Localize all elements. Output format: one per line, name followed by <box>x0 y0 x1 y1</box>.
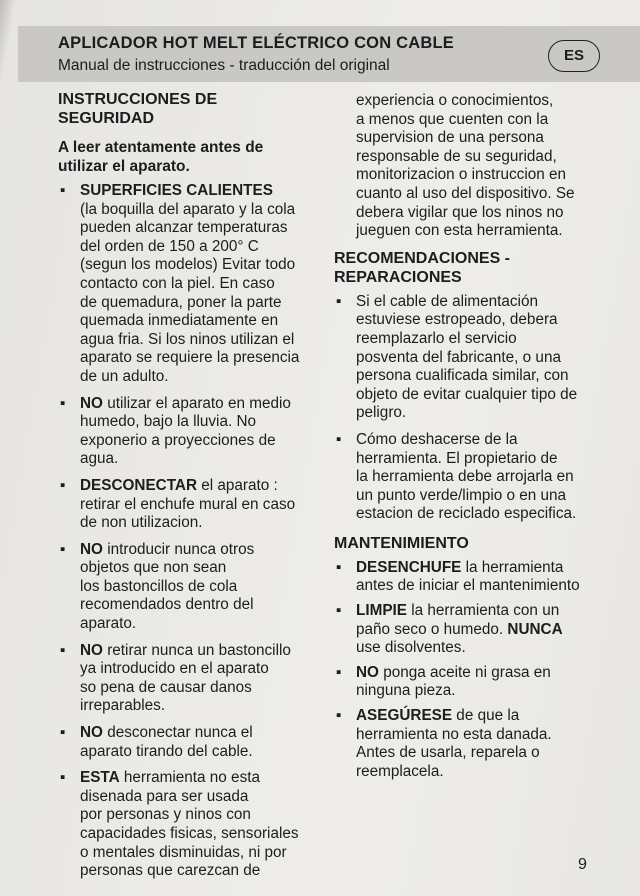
maintenance-item-clean: ▪ LIMPIE la herramienta con un paño seco o humedo. NUNCA use disolventes. <box>336 602 563 657</box>
language-badge: ES <box>548 40 600 72</box>
safety-item-cable-pull: ▪ NO desconectar nunca el aparato tirando del cable. <box>60 724 253 760</box>
bullet-icon: ▪ <box>60 182 66 199</box>
maintenance-item-unplug: ▪ DESENCHUFE la herramienta antes de iniciar el mantenimiento <box>336 558 580 595</box>
bullet-icon: ▪ <box>336 663 342 681</box>
safety-item-capabilities: ▪ ESTA herramienta no esta disenada para ser usada por personas y ninos con capacidades fisicas, sensoriales o mentales disminuidas, ni por personas que carezcan de <box>60 769 299 880</box>
section-title-maintenance: MANTENIMIENTO <box>334 534 469 552</box>
safety-item-foreign-objects: ▪ NO introducir nunca otros objetos que non sean los bastoncillos de cola recomendados dentro del aparato. <box>60 540 255 633</box>
safety-item-disconnect: ▪ DESCONECTAR el aparato : retirar el enchufe mural en caso de non utilizacion. <box>60 476 296 532</box>
bullet-icon: ▪ <box>60 394 66 412</box>
document-subtitle: Manual de instrucciones - traducción del original <box>58 57 390 74</box>
bullet-icon: ▪ <box>336 707 342 725</box>
bullet-icon: ▪ <box>60 769 66 787</box>
left-column <box>58 90 324 881</box>
document-title: APLICADOR HOT MELT ELÉCTRICO CON CABLE <box>58 34 454 52</box>
section-title-safety: INSTRUCCIONES DE SEGURIDAD <box>58 91 218 127</box>
capabilities-continued: experiencia o conocimientos, a menos que cuenten con la supervision de una persona responsable de su seguridad, monitorizacion o instruccion en cuanto al uso del dispositivo. Se debera vigilar que los ninos no jueguen con esta herramienta. <box>356 92 575 240</box>
page-number: 9 <box>578 856 587 873</box>
safety-intro: A leer atentamente antes de utilizar el aparato. <box>58 139 264 175</box>
recommendation-item-disposal: ▪ Cómo deshacerse de la herramienta. El propietario de la herramienta debe arrojarla en un punto verde/limpio o en una estacion de reciclado especifica. <box>336 430 577 523</box>
bullet-icon: ▪ <box>336 430 342 448</box>
section-title-recommendations: RECOMENDACIONES - REPARACIONES <box>334 249 511 286</box>
bullet-icon: ▪ <box>60 476 66 494</box>
right-column <box>334 92 610 781</box>
maintenance-item-no-oil: ▪ NO ponga aceite ni grasa en ninguna pieza. <box>336 663 551 700</box>
bullet-icon: ▪ <box>60 540 66 558</box>
safety-item-humidity: ▪ NO utilizar el aparato en medio humedo, bajo la lluvia. No exponerio a proyecciones de agua. <box>60 394 291 468</box>
safety-item-hot-surfaces: ▪ SUPERFICIES CALIENTES (la boquilla del aparato y la cola pueden alcanzar temperaturas del orden de 150 a 200° C (segun los modelos) Evitar todo contacto con la piel. En caso de quemadura, poner la parte quemada inmediatamente en agua fria. Si los ninos utilizan el aparato se requiere la presencia de un adulto. <box>60 182 300 385</box>
bullet-icon: ▪ <box>60 641 66 659</box>
bullet-icon: ▪ <box>336 292 342 310</box>
safety-item-remove-stick: ▪ NO retirar nunca un bastoncillo ya introducido en el aparato so pena de causar danos irreparables. <box>60 641 291 715</box>
bullet-icon: ▪ <box>60 724 66 742</box>
bullet-icon: ▪ <box>336 602 342 620</box>
bullet-icon: ▪ <box>336 558 342 576</box>
recommendation-item-cable: ▪ Si el cable de alimentación estuviese estropeado, debera reemplazarlo el servicio posventa del fabricante, o una persona cualificada similar, con objeto de evitar cualquier tipo de peligro. <box>336 292 578 422</box>
maintenance-item-check: ▪ ASEGÚRESE de que la herramienta no esta danada. Antes de usarla, reparela o reemplacela. <box>336 707 552 780</box>
